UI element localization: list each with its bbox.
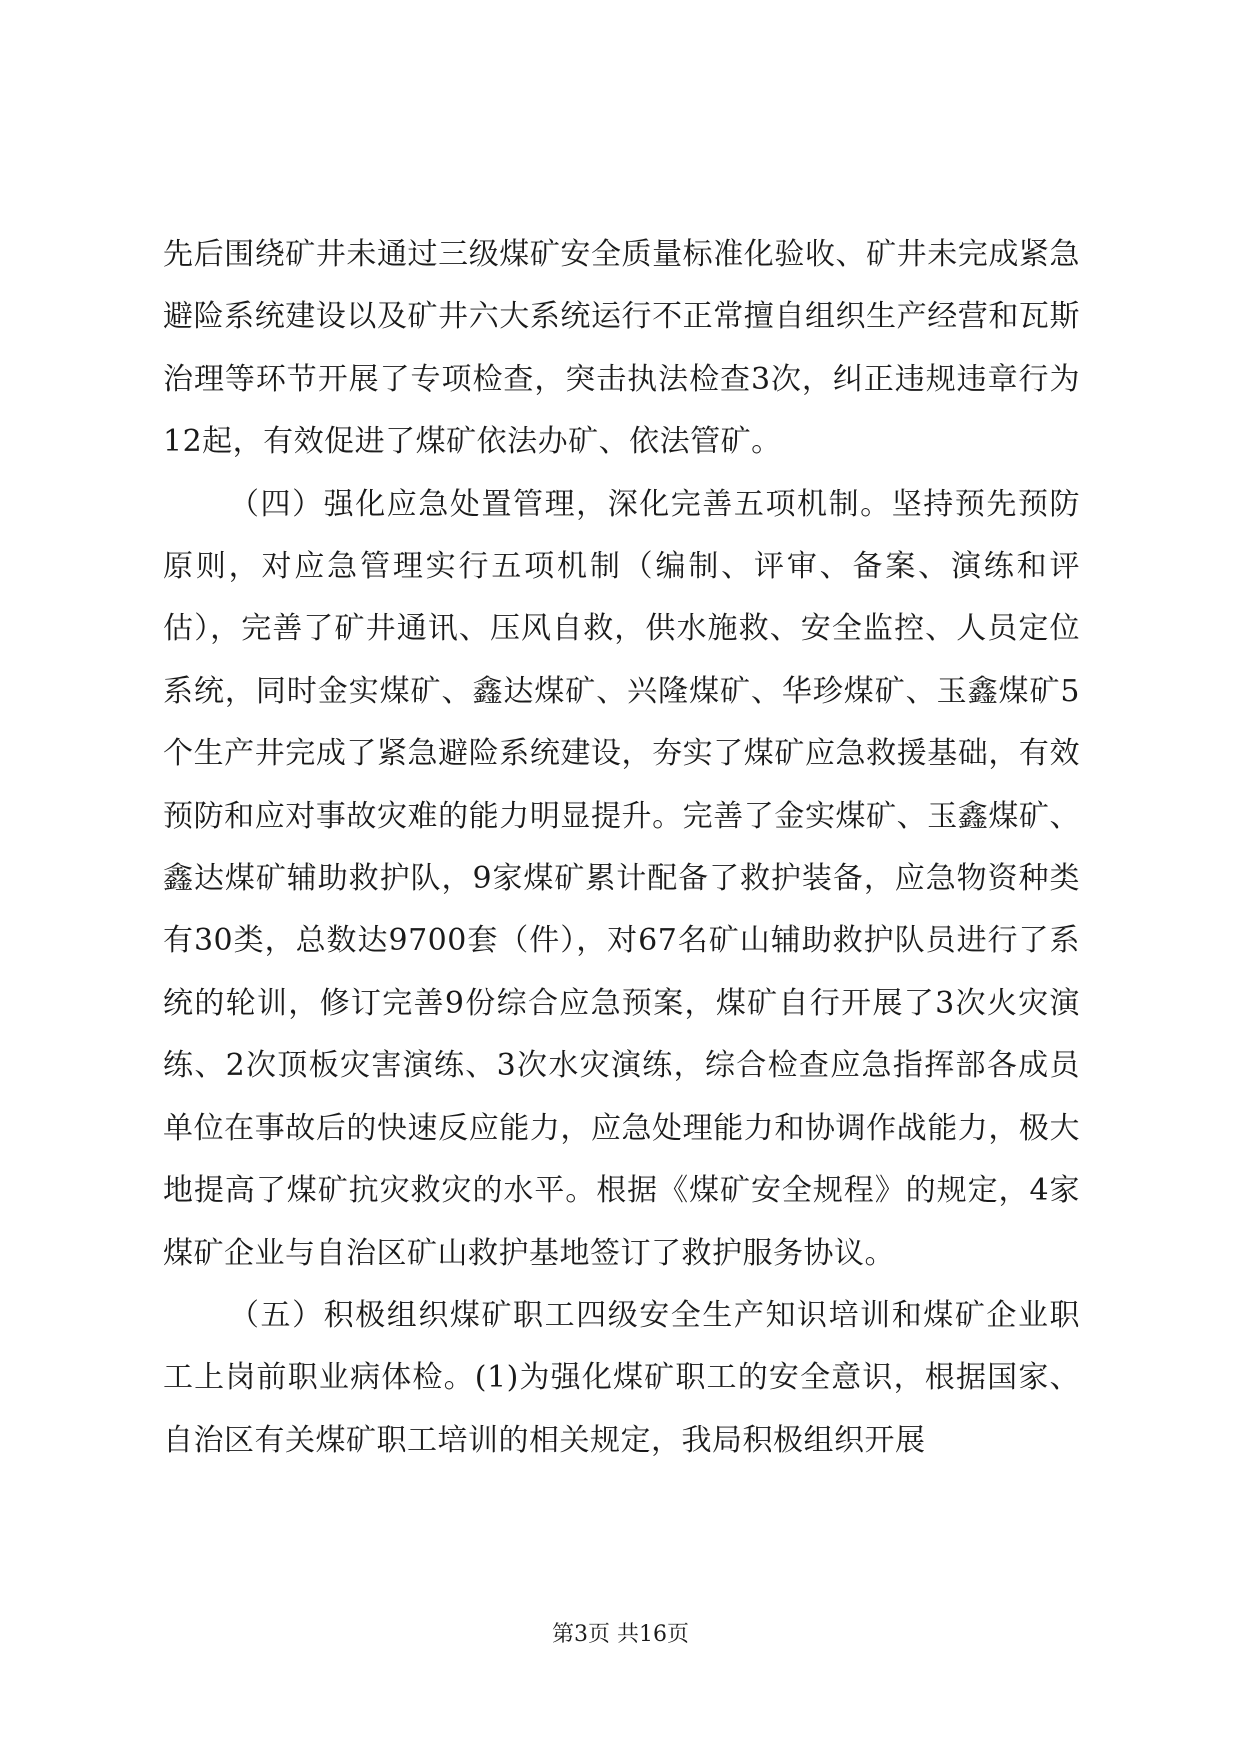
document-body: [163, 224, 1080, 1472]
paragraph-emergency-management: （四）强化应急处置管理，深化完善五项机制。坚持预先预防原则，对应急管理实行五项机制（编制、评审、备案、演练和评估），完善了矿井通讯、压风自救，供水施救、安全监控、人员定位系统，同时金实煤矿、鑫达煤矿、兴隆煤矿、华珍煤矿、玉鑫煤矿5个生产井完成了紧急避险系统建设，夯实了煤矿应急救援基础，有效预防和应对事故灾难的能力明显提升。完善了金实煤矿、玉鑫煤矿、鑫达煤矿辅助救护队，9家煤矿累计配备了救护装备，应急物资种类有30类，总数达9700套（件），对67名矿山辅助救护队员进行了系统的轮训，修订完善9份综合应急预案，煤矿自行开展了3次火灾演练、2次顶板灾害演练、3次水灾演练，综合检查应急指挥部各成员单位在事故后的快速反应能力，应急处理能力和协调作战能力，极大地提高了煤矿抗灾救灾的水平。根据《煤矿安全规程》的规定，4家煤矿企业与自治区矿山救护基地签订了救护服务协议。: [163, 486, 1080, 1271]
paragraph-inspection-continued: 先后围绕矿井未通过三级煤矿安全质量标准化验收、矿井未完成紧急避险系统建设以及矿井六大系统运行不正常擅自组织生产经营和瓦斯治理等环节开展了专项检查，突击执法检查3次，纠正违规违章行为12起，有效促进了煤矿依法办矿、依法管矿。: [163, 237, 1080, 460]
paragraph-training-and-health-check: （五）积极组织煤矿职工四级安全生产知识培训和煤矿企业职工上岗前职业病体检。(1)为强化煤矿职工的安全意识，根据国家、自治区有关煤矿职工培训的相关规定，我局积极组织开展: [163, 1297, 1080, 1458]
page-number-footer: 第3页 共16页: [552, 1622, 689, 1647]
